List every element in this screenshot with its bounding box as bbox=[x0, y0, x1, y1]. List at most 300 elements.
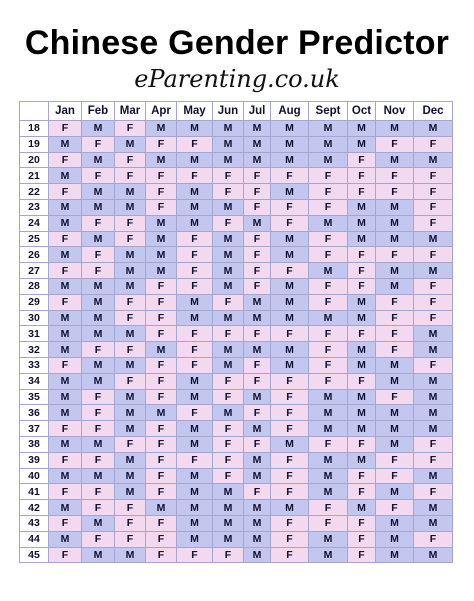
gender-cell: M bbox=[213, 199, 244, 215]
gender-cell: F bbox=[146, 531, 177, 547]
gender-cell: F bbox=[82, 405, 115, 421]
age-label: 43 bbox=[20, 515, 49, 531]
gender-cell: F bbox=[49, 121, 82, 137]
gender-cell: M bbox=[414, 263, 453, 279]
gender-cell: F bbox=[213, 326, 244, 342]
gender-cell: F bbox=[177, 405, 213, 421]
gender-cell: F bbox=[213, 389, 244, 405]
gender-cell: M bbox=[244, 500, 271, 516]
gender-cell: F bbox=[49, 547, 82, 563]
gender-cell: M bbox=[177, 484, 213, 500]
gender-cell: M bbox=[376, 121, 414, 137]
gender-cell: F bbox=[271, 547, 309, 563]
gender-cell: F bbox=[309, 515, 348, 531]
gender-cell: M bbox=[348, 136, 376, 152]
gender-cell: M bbox=[271, 231, 309, 247]
gender-cell: M bbox=[177, 389, 213, 405]
gender-cell: M bbox=[348, 452, 376, 468]
gender-cell: F bbox=[177, 136, 213, 152]
gender-cell: F bbox=[376, 184, 414, 200]
gender-cell: F bbox=[49, 231, 82, 247]
gender-cell: M bbox=[414, 342, 453, 358]
gender-cell: M bbox=[82, 199, 115, 215]
age-label: 18 bbox=[20, 121, 49, 137]
gender-cell: F bbox=[115, 373, 146, 389]
gender-cell: M bbox=[49, 199, 82, 215]
gender-cell: F bbox=[348, 168, 376, 184]
month-header: Feb bbox=[82, 102, 115, 121]
gender-cell: F bbox=[146, 136, 177, 152]
gender-cell: F bbox=[414, 136, 453, 152]
gender-cell: M bbox=[348, 500, 376, 516]
gender-cell: M bbox=[414, 468, 453, 484]
gender-cell: M bbox=[271, 184, 309, 200]
gender-cell: M bbox=[82, 326, 115, 342]
gender-cell: F bbox=[414, 310, 453, 326]
gender-cell: M bbox=[414, 389, 453, 405]
age-label: 35 bbox=[20, 389, 49, 405]
gender-cell: M bbox=[49, 405, 82, 421]
gender-cell: M bbox=[177, 184, 213, 200]
gender-cell: M bbox=[414, 547, 453, 563]
gender-cell: F bbox=[271, 405, 309, 421]
gender-cell: F bbox=[49, 452, 82, 468]
gender-cell: F bbox=[177, 357, 213, 373]
gender-cell: M bbox=[213, 310, 244, 326]
gender-cell: F bbox=[309, 373, 348, 389]
gender-cell: F bbox=[348, 468, 376, 484]
gender-cell: F bbox=[115, 342, 146, 358]
gender-cell: M bbox=[177, 294, 213, 310]
gender-cell: M bbox=[348, 310, 376, 326]
gender-cell: F bbox=[348, 247, 376, 263]
gender-cell: F bbox=[309, 294, 348, 310]
gender-cell: M bbox=[244, 531, 271, 547]
age-label: 44 bbox=[20, 531, 49, 547]
gender-cell: M bbox=[49, 215, 82, 231]
table-row bbox=[20, 484, 453, 500]
gender-cell: M bbox=[146, 342, 177, 358]
gender-cell: F bbox=[271, 531, 309, 547]
gender-cell: F bbox=[414, 436, 453, 452]
gender-prediction-table bbox=[19, 101, 453, 563]
gender-cell: F bbox=[213, 436, 244, 452]
gender-cell: F bbox=[271, 168, 309, 184]
gender-cell: M bbox=[82, 357, 115, 373]
gender-cell: M bbox=[115, 452, 146, 468]
gender-cell: F bbox=[244, 326, 271, 342]
gender-cell: F bbox=[244, 231, 271, 247]
gender-cell: M bbox=[115, 405, 146, 421]
gender-cell: M bbox=[414, 152, 453, 168]
gender-cell: F bbox=[177, 263, 213, 279]
gender-cell: M bbox=[82, 278, 115, 294]
gender-cell: F bbox=[309, 168, 348, 184]
gender-cell: M bbox=[49, 436, 82, 452]
table-row bbox=[20, 136, 453, 152]
gender-cell: M bbox=[49, 373, 82, 389]
gender-cell: M bbox=[348, 342, 376, 358]
gender-cell: M bbox=[376, 231, 414, 247]
gender-cell: M bbox=[348, 405, 376, 421]
gender-cell: M bbox=[376, 199, 414, 215]
age-label: 32 bbox=[20, 342, 49, 358]
table-row bbox=[20, 547, 453, 563]
table-row bbox=[20, 389, 453, 405]
gender-cell: M bbox=[177, 531, 213, 547]
gender-cell: F bbox=[82, 263, 115, 279]
age-label: 25 bbox=[20, 231, 49, 247]
gender-cell: F bbox=[244, 199, 271, 215]
gender-cell: M bbox=[414, 231, 453, 247]
gender-cell: M bbox=[49, 389, 82, 405]
gender-cell: M bbox=[376, 278, 414, 294]
gender-cell: F bbox=[146, 326, 177, 342]
gender-cell: F bbox=[271, 215, 309, 231]
gender-cell: M bbox=[146, 215, 177, 231]
gender-cell: F bbox=[414, 531, 453, 547]
table-row bbox=[20, 452, 453, 468]
gender-cell: F bbox=[244, 263, 271, 279]
gender-cell: M bbox=[115, 199, 146, 215]
gender-cell: M bbox=[177, 373, 213, 389]
gender-cell: M bbox=[49, 531, 82, 547]
gender-cell: F bbox=[414, 184, 453, 200]
gender-cell: F bbox=[414, 247, 453, 263]
gender-cell: F bbox=[376, 452, 414, 468]
gender-cell: F bbox=[271, 484, 309, 500]
gender-cell: F bbox=[213, 373, 244, 389]
gender-cell: M bbox=[213, 531, 244, 547]
gender-cell: M bbox=[146, 500, 177, 516]
gender-cell: F bbox=[49, 263, 82, 279]
gender-cell: F bbox=[376, 468, 414, 484]
gender-cell: M bbox=[177, 215, 213, 231]
gender-cell: M bbox=[82, 152, 115, 168]
gender-cell: M bbox=[271, 121, 309, 137]
gender-cell: M bbox=[244, 310, 271, 326]
gender-cell: M bbox=[271, 310, 309, 326]
gender-cell: F bbox=[115, 531, 146, 547]
gender-cell: F bbox=[213, 168, 244, 184]
gender-cell: M bbox=[82, 436, 115, 452]
gender-cell: F bbox=[115, 121, 146, 137]
gender-cell: F bbox=[177, 547, 213, 563]
gender-cell: M bbox=[271, 500, 309, 516]
gender-cell: F bbox=[213, 421, 244, 437]
gender-cell: M bbox=[414, 373, 453, 389]
gender-cell: M bbox=[271, 278, 309, 294]
gender-cell: F bbox=[82, 531, 115, 547]
gender-cell: F bbox=[414, 168, 453, 184]
table-row bbox=[20, 247, 453, 263]
gender-cell: M bbox=[49, 278, 82, 294]
gender-cell: F bbox=[82, 168, 115, 184]
gender-cell: F bbox=[348, 515, 376, 531]
gender-cell: F bbox=[414, 452, 453, 468]
gender-cell: M bbox=[244, 468, 271, 484]
gender-cell: F bbox=[146, 515, 177, 531]
gender-cell: F bbox=[146, 199, 177, 215]
gender-cell: F bbox=[414, 215, 453, 231]
gender-cell: F bbox=[376, 168, 414, 184]
age-label: 37 bbox=[20, 421, 49, 437]
age-label: 33 bbox=[20, 357, 49, 373]
month-header: Apr bbox=[146, 102, 177, 121]
table-row bbox=[20, 231, 453, 247]
gender-cell: M bbox=[271, 342, 309, 358]
gender-cell: F bbox=[146, 436, 177, 452]
gender-cell: M bbox=[177, 515, 213, 531]
gender-cell: M bbox=[348, 121, 376, 137]
gender-cell: F bbox=[146, 547, 177, 563]
gender-cell: M bbox=[271, 357, 309, 373]
month-header: Jun bbox=[213, 102, 244, 121]
gender-cell: F bbox=[177, 326, 213, 342]
gender-cell: F bbox=[177, 247, 213, 263]
gender-cell: M bbox=[376, 421, 414, 437]
gender-cell: F bbox=[115, 310, 146, 326]
month-header: Nov bbox=[376, 102, 414, 121]
gender-cell: F bbox=[309, 231, 348, 247]
month-header-row bbox=[20, 102, 453, 121]
gender-cell: F bbox=[115, 168, 146, 184]
gender-cell: M bbox=[376, 263, 414, 279]
gender-cell: F bbox=[348, 373, 376, 389]
gender-cell: M bbox=[376, 515, 414, 531]
gender-cell: F bbox=[414, 484, 453, 500]
gender-cell: M bbox=[309, 310, 348, 326]
gender-cell: F bbox=[146, 452, 177, 468]
gender-cell: M bbox=[146, 231, 177, 247]
gender-cell: M bbox=[49, 468, 82, 484]
gender-cell: M bbox=[49, 310, 82, 326]
gender-cell: M bbox=[115, 468, 146, 484]
gender-cell: M bbox=[213, 231, 244, 247]
gender-cell: F bbox=[348, 436, 376, 452]
gender-cell: F bbox=[309, 500, 348, 516]
gender-cell: F bbox=[414, 357, 453, 373]
gender-cell: M bbox=[414, 326, 453, 342]
gender-cell: M bbox=[177, 199, 213, 215]
age-label: 39 bbox=[20, 452, 49, 468]
gender-cell: F bbox=[348, 263, 376, 279]
gender-cell: M bbox=[271, 152, 309, 168]
gender-cell: M bbox=[348, 231, 376, 247]
gender-cell: F bbox=[82, 452, 115, 468]
gender-cell: F bbox=[376, 342, 414, 358]
gender-cell: F bbox=[49, 294, 82, 310]
gender-cell: F bbox=[414, 199, 453, 215]
gender-cell: F bbox=[115, 152, 146, 168]
gender-cell: M bbox=[376, 405, 414, 421]
gender-cell: M bbox=[309, 484, 348, 500]
gender-cell: M bbox=[177, 421, 213, 437]
gender-cell: M bbox=[414, 500, 453, 516]
gender-cell: F bbox=[146, 373, 177, 389]
gender-cell: F bbox=[271, 452, 309, 468]
gender-cell: M bbox=[213, 515, 244, 531]
gender-cell: M bbox=[309, 468, 348, 484]
table-row bbox=[20, 184, 453, 200]
gender-cell: F bbox=[49, 515, 82, 531]
gender-cell: M bbox=[348, 294, 376, 310]
table-row bbox=[20, 421, 453, 437]
gender-cell: F bbox=[177, 168, 213, 184]
gender-cell: F bbox=[271, 326, 309, 342]
table-row bbox=[20, 326, 453, 342]
gender-cell: M bbox=[244, 121, 271, 137]
corner-cell bbox=[20, 102, 49, 121]
gender-cell: F bbox=[146, 168, 177, 184]
gender-cell: M bbox=[177, 152, 213, 168]
month-header: Mar bbox=[115, 102, 146, 121]
gender-cell: F bbox=[49, 484, 82, 500]
gender-cell: M bbox=[414, 515, 453, 531]
table-row bbox=[20, 357, 453, 373]
table-row bbox=[20, 294, 453, 310]
gender-cell: M bbox=[115, 326, 146, 342]
gender-cell: M bbox=[309, 405, 348, 421]
gender-cell: F bbox=[213, 294, 244, 310]
gender-cell: F bbox=[49, 152, 82, 168]
gender-cell: F bbox=[376, 326, 414, 342]
gender-cell: M bbox=[213, 500, 244, 516]
table-row bbox=[20, 310, 453, 326]
gender-cell: M bbox=[115, 263, 146, 279]
month-header: Sept bbox=[309, 102, 348, 121]
gender-cell: F bbox=[82, 342, 115, 358]
gender-cell: M bbox=[82, 231, 115, 247]
gender-cell: M bbox=[244, 136, 271, 152]
gender-cell: F bbox=[348, 184, 376, 200]
gender-cell: M bbox=[414, 421, 453, 437]
gender-cell: F bbox=[82, 421, 115, 437]
month-header: May bbox=[177, 102, 213, 121]
gender-cell: F bbox=[213, 547, 244, 563]
gender-cell: F bbox=[146, 357, 177, 373]
table-row bbox=[20, 373, 453, 389]
gender-cell: F bbox=[244, 278, 271, 294]
gender-cell: F bbox=[348, 547, 376, 563]
gender-cell: M bbox=[115, 484, 146, 500]
gender-cell: M bbox=[376, 152, 414, 168]
gender-cell: F bbox=[49, 184, 82, 200]
month-header: Dec bbox=[414, 102, 453, 121]
gender-cell: M bbox=[49, 247, 82, 263]
age-label: 41 bbox=[20, 484, 49, 500]
age-label: 24 bbox=[20, 215, 49, 231]
gender-cell: M bbox=[82, 547, 115, 563]
gender-cell: M bbox=[244, 294, 271, 310]
gender-cell: F bbox=[213, 468, 244, 484]
gender-cell: F bbox=[146, 421, 177, 437]
table-row bbox=[20, 152, 453, 168]
gender-cell: F bbox=[82, 389, 115, 405]
gender-cell: M bbox=[115, 357, 146, 373]
gender-cell: F bbox=[177, 278, 213, 294]
gender-cell: F bbox=[244, 184, 271, 200]
gender-cell: F bbox=[146, 184, 177, 200]
gender-cell: M bbox=[309, 152, 348, 168]
gender-cell: F bbox=[244, 484, 271, 500]
gender-cell: F bbox=[309, 199, 348, 215]
gender-cell: M bbox=[146, 152, 177, 168]
gender-cell: M bbox=[82, 468, 115, 484]
gender-cell: F bbox=[146, 294, 177, 310]
gender-cell: F bbox=[309, 436, 348, 452]
gender-cell: F bbox=[271, 263, 309, 279]
gender-cell: M bbox=[348, 421, 376, 437]
gender-cell: M bbox=[115, 136, 146, 152]
gender-cell: F bbox=[271, 421, 309, 437]
gender-cell: F bbox=[348, 326, 376, 342]
gender-cell: M bbox=[309, 121, 348, 137]
gender-cell: M bbox=[115, 389, 146, 405]
gender-cell: F bbox=[309, 278, 348, 294]
gender-cell: F bbox=[376, 136, 414, 152]
gender-cell: F bbox=[115, 231, 146, 247]
gender-cell: M bbox=[146, 121, 177, 137]
gender-cell: M bbox=[244, 547, 271, 563]
table-row bbox=[20, 199, 453, 215]
age-label: 31 bbox=[20, 326, 49, 342]
gender-cell: F bbox=[271, 373, 309, 389]
age-label: 29 bbox=[20, 294, 49, 310]
age-label: 28 bbox=[20, 278, 49, 294]
gender-cell: M bbox=[177, 310, 213, 326]
gender-cell: M bbox=[309, 452, 348, 468]
gender-cell: M bbox=[82, 294, 115, 310]
age-label: 19 bbox=[20, 136, 49, 152]
gender-cell: F bbox=[49, 357, 82, 373]
table-row bbox=[20, 121, 453, 137]
gender-cell: F bbox=[115, 515, 146, 531]
gender-cell: M bbox=[376, 373, 414, 389]
gender-cell: M bbox=[414, 405, 453, 421]
gender-cell: M bbox=[115, 421, 146, 437]
table-row bbox=[20, 215, 453, 231]
gender-cell: M bbox=[49, 168, 82, 184]
gender-cell: M bbox=[115, 184, 146, 200]
gender-cell: F bbox=[146, 310, 177, 326]
gender-cell: F bbox=[213, 452, 244, 468]
gender-cell: M bbox=[177, 468, 213, 484]
gender-cell: M bbox=[82, 310, 115, 326]
gender-cell: M bbox=[271, 136, 309, 152]
gender-cell: F bbox=[146, 468, 177, 484]
gender-cell: F bbox=[177, 342, 213, 358]
table-row bbox=[20, 263, 453, 279]
gender-cell: F bbox=[82, 500, 115, 516]
age-label: 36 bbox=[20, 405, 49, 421]
gender-cell: F bbox=[177, 452, 213, 468]
gender-cell: F bbox=[213, 184, 244, 200]
age-label: 22 bbox=[20, 184, 49, 200]
gender-cell: F bbox=[309, 357, 348, 373]
gender-cell: F bbox=[376, 389, 414, 405]
month-header: Aug bbox=[271, 102, 309, 121]
age-label: 38 bbox=[20, 436, 49, 452]
gender-cell: F bbox=[244, 168, 271, 184]
gender-cell: M bbox=[244, 215, 271, 231]
gender-cell: F bbox=[376, 247, 414, 263]
gender-cell: F bbox=[348, 531, 376, 547]
gender-cell: M bbox=[213, 247, 244, 263]
gender-cell: M bbox=[213, 263, 244, 279]
gender-cell: F bbox=[213, 215, 244, 231]
gender-cell: M bbox=[309, 389, 348, 405]
